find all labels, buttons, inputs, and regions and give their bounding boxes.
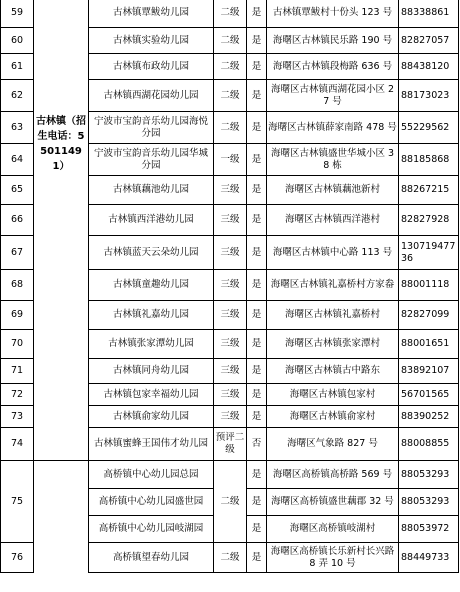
kindergarten-name: 古林镇蓝天云朵幼儿园	[89, 236, 214, 270]
public-cell: 是	[247, 144, 267, 176]
address-cell: 海曙区古林镇盛世华城小区 38 栋	[267, 144, 399, 176]
address-cell: 海曙区高桥镇高桥路 569 号	[267, 461, 399, 489]
phone-cell: 88001651	[399, 330, 459, 359]
grade-cell: 三级	[214, 330, 247, 359]
address-cell: 海曙区古林镇包家村	[267, 384, 399, 406]
grade-cell: 三级	[214, 236, 247, 270]
address-cell: 海曙区古林镇张家潭村	[267, 330, 399, 359]
table-row	[1, 54, 459, 80]
public-cell: 是	[247, 112, 267, 144]
row-number: 66	[1, 205, 34, 236]
row-number: 73	[1, 406, 34, 428]
town-cell-gap	[34, 236, 89, 270]
public-cell: 是	[247, 236, 267, 270]
town-cell-gap	[34, 330, 89, 359]
grade-cell: 三级	[214, 384, 247, 406]
town-cell-gaoqiao	[34, 461, 89, 573]
phone-cell: 88390252	[399, 406, 459, 428]
phone-cell: 88053293	[399, 461, 459, 489]
kindergarten-name: 古林镇实验幼儿园	[89, 28, 214, 54]
table-row	[1, 112, 459, 144]
table-row	[1, 406, 459, 428]
address-cell: 海曙区高桥镇盛世藕郡 32 号	[267, 489, 399, 516]
table-row	[1, 270, 459, 301]
address-cell: 海曙区古林镇民乐路 190 号	[267, 28, 399, 54]
town-cell-top	[34, 0, 89, 28]
phone-cell: 88008855	[399, 428, 459, 461]
kindergarten-name: 高桥镇中心幼儿园盛世园	[89, 489, 214, 516]
kindergarten-name: 高桥镇中心幼儿园总园	[89, 461, 214, 489]
table-row	[1, 0, 459, 28]
table-row	[1, 236, 459, 270]
public-cell: 否	[247, 428, 267, 461]
row-number: 67	[1, 236, 34, 270]
grade-cell: 三级	[214, 406, 247, 428]
public-cell: 是	[247, 384, 267, 406]
grade-cell: 一级	[214, 144, 247, 176]
row-number: 65	[1, 176, 34, 205]
town-cell-gap	[34, 359, 89, 384]
row-number: 72	[1, 384, 34, 406]
town-cell-gap	[34, 270, 89, 301]
grade-cell: 二级	[214, 54, 247, 80]
phone-cell: 82827057	[399, 28, 459, 54]
grade-cell: 三级	[214, 359, 247, 384]
address-cell: 海曙区古林镇段梅路 636 号	[267, 54, 399, 80]
phone-cell: 83892107	[399, 359, 459, 384]
public-cell: 是	[247, 301, 267, 330]
kindergarten-name: 古林镇礼嘉幼儿园	[89, 301, 214, 330]
public-cell: 是	[247, 543, 267, 573]
address-cell: 古林镇覃鲅村十份头 123 号	[267, 0, 399, 28]
table-row	[1, 461, 459, 489]
public-cell: 是	[247, 0, 267, 28]
address-cell: 海曙区古林镇西洋港村	[267, 205, 399, 236]
row-number: 70	[1, 330, 34, 359]
address-cell: 海曙区古林镇薛家南路 478 号	[267, 112, 399, 144]
public-cell: 是	[247, 489, 267, 516]
table-row	[1, 384, 459, 406]
phone-cell: 88053293	[399, 489, 459, 516]
row-number: 69	[1, 301, 34, 330]
kindergarten-name: 古林镇西湖花园幼儿园	[89, 80, 214, 112]
grade-cell: 二级	[214, 112, 247, 144]
kindergarten-name: 高桥镇望春幼儿园	[89, 543, 214, 573]
public-cell: 是	[247, 54, 267, 80]
public-cell: 是	[247, 176, 267, 205]
phone-cell: 88438120	[399, 54, 459, 80]
kindergarten-name: 古林镇布政幼儿园	[89, 54, 214, 80]
row-number: 59	[1, 0, 34, 28]
town-cell-gap	[34, 54, 89, 80]
table-row	[1, 330, 459, 359]
phone-cell: 88267215	[399, 176, 459, 205]
row-number: 68	[1, 270, 34, 301]
phone-cell: 88001118	[399, 270, 459, 301]
address-cell: 海曙区古林镇礼嘉桥村方家畚	[267, 270, 399, 301]
address-cell: 海曙区古林镇俞家村	[267, 406, 399, 428]
town-cell-gap	[34, 384, 89, 406]
address-cell: 海曙区古林镇藕池新村	[267, 176, 399, 205]
kindergarten-name: 古林镇蜜蜂王国伟才幼儿园	[89, 428, 214, 461]
public-cell: 是	[247, 80, 267, 112]
public-cell: 是	[247, 330, 267, 359]
row-number: 62	[1, 80, 34, 112]
phone-cell: 13071947736	[399, 236, 459, 270]
kindergarten-name: 古林镇张家潭幼儿园	[89, 330, 214, 359]
row-number: 75	[1, 461, 34, 543]
kindergarten-name: 宁波市宝韵音乐幼儿园华城分园	[89, 144, 214, 176]
town-cell-gap	[34, 301, 89, 330]
kindergarten-name: 古林镇俞家幼儿园	[89, 406, 214, 428]
kindergarten-name: 古林镇藕池幼儿园	[89, 176, 214, 205]
public-cell: 是	[247, 406, 267, 428]
kindergarten-name: 高桥镇中心幼儿园岐湖园	[89, 516, 214, 543]
grade-cell: 二级	[214, 28, 247, 54]
table-row	[1, 176, 459, 205]
row-number: 63	[1, 112, 34, 144]
kindergarten-name: 古林镇包家幸福幼儿园	[89, 384, 214, 406]
table-row	[1, 428, 459, 461]
grade-cell: 三级	[214, 270, 247, 301]
town-cell-gap	[34, 80, 89, 112]
public-cell: 是	[247, 359, 267, 384]
town-cell-gap	[34, 176, 89, 205]
address-cell: 海曙区气象路 827 号	[267, 428, 399, 461]
address-cell: 海曙区古林镇礼嘉桥村	[267, 301, 399, 330]
grade-cell: 预评二级	[214, 428, 247, 461]
address-cell: 海曙区古林镇中心路 113 号	[267, 236, 399, 270]
public-cell: 是	[247, 28, 267, 54]
town-cell-gap	[34, 28, 89, 54]
phone-cell: 82827928	[399, 205, 459, 236]
grade-cell: 二级	[214, 543, 247, 573]
table-row	[1, 205, 459, 236]
grade-cell: 二级	[214, 80, 247, 112]
grade-cell: 二级	[214, 461, 247, 543]
row-number: 61	[1, 54, 34, 80]
public-cell: 是	[247, 516, 267, 543]
phone-cell: 88173023	[399, 80, 459, 112]
grade-cell: 三级	[214, 176, 247, 205]
grade-cell: 二级	[214, 0, 247, 28]
table-row	[1, 301, 459, 330]
table-row	[1, 28, 459, 54]
phone-cell: 88185868	[399, 144, 459, 176]
kindergarten-name: 宁波市宝韵音乐幼儿园海悦分园	[89, 112, 214, 144]
table-row	[1, 359, 459, 384]
public-cell: 是	[247, 205, 267, 236]
phone-cell: 55229562	[399, 112, 459, 144]
grade-cell: 三级	[214, 205, 247, 236]
row-number: 71	[1, 359, 34, 384]
row-number: 74	[1, 428, 34, 461]
address-cell: 海曙区古林镇西湖花园小区 27 号	[267, 80, 399, 112]
phone-cell: 88449733	[399, 543, 459, 573]
address-cell: 海曙区高桥镇岐湖村	[267, 516, 399, 543]
phone-cell: 88053972	[399, 516, 459, 543]
phone-cell: 88338861	[399, 0, 459, 28]
kindergarten-name: 古林镇同舟幼儿园	[89, 359, 214, 384]
address-cell: 海曙区高桥镇长乐新村长兴路 8 弄 10 号	[267, 543, 399, 573]
kindergarten-name: 古林镇童趣幼儿园	[89, 270, 214, 301]
row-number: 76	[1, 543, 34, 573]
public-cell: 是	[247, 461, 267, 489]
town-cell-gap	[34, 205, 89, 236]
phone-cell: 82827099	[399, 301, 459, 330]
town-cell-bottom	[34, 428, 89, 461]
row-number: 60	[1, 28, 34, 54]
address-cell: 海曙区古林镇古中路东	[267, 359, 399, 384]
phone-cell: 56701565	[399, 384, 459, 406]
grade-cell: 三级	[214, 301, 247, 330]
row-number: 64	[1, 144, 34, 176]
public-cell: 是	[247, 270, 267, 301]
town-cell-gap	[34, 406, 89, 428]
town-name-gulin: 古林镇（招生电话：55011491）	[34, 112, 89, 176]
kindergarten-name: 古林镇西洋港幼儿园	[89, 205, 214, 236]
table-row	[1, 80, 459, 112]
kindergarten-name: 古林镇覃鲅幼儿园	[89, 0, 214, 28]
